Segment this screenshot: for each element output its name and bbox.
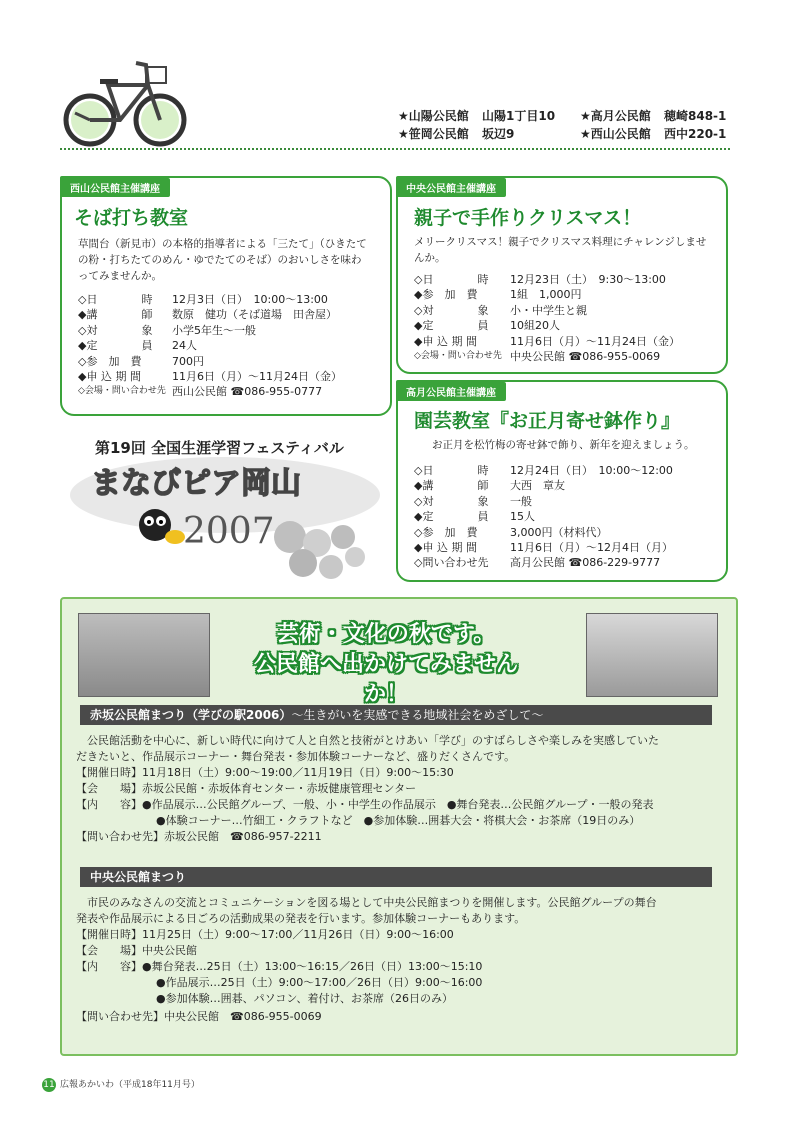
- info-value: 12月24日（日） 10:00～12:00: [510, 464, 673, 477]
- xmas-info: [414, 272, 714, 364]
- address-name: ★山陽公民館: [398, 109, 469, 123]
- address-value: 山陽1丁目10: [482, 109, 556, 123]
- info-row: [414, 272, 714, 287]
- culture-banner: [236, 620, 536, 710]
- chuo-intro-1: 市民のみなさんの交流とコミュニケーションを図る場として中央公民館まつりを開催します。公民館グループの舞台: [76, 896, 657, 909]
- engei-tag: 高月公民館主催講座: [396, 382, 506, 401]
- chuo-heading: 中央公民館まつり: [90, 870, 187, 884]
- info-row: [78, 338, 378, 353]
- banner-line-1: 芸術・文化の秋です。: [276, 622, 496, 647]
- info-row: [78, 384, 378, 399]
- akasaka-content-2: ●体験コーナー…竹細工・クラフトなど ●参加体験…囲碁大会・将棋大会・お茶席（19日のみ）: [156, 814, 641, 827]
- soba-desc: 草間台（新見市）の本格的指導者による「三たて」（ひきたての粉・打ちたてのめん・ゆでたてのそば）のおいしさを味わってみませんか。: [78, 238, 367, 282]
- info-row: [78, 369, 378, 384]
- info-row: [414, 334, 714, 349]
- info-value: 24人: [172, 339, 197, 353]
- chuo-heading-bar: [80, 867, 712, 887]
- info-label: ◇日 時: [414, 273, 489, 286]
- info-label: ◇対 象: [414, 494, 489, 508]
- soba-tag: 西山公民館主催講座: [60, 178, 170, 197]
- info-value: 12月23日（土） 9:30～13:00: [510, 273, 666, 286]
- info-row: [414, 303, 714, 318]
- info-label: ◇日 時: [414, 464, 489, 477]
- info-label: ◆講 師: [414, 479, 489, 493]
- info-row: [78, 323, 378, 338]
- footer: [42, 1077, 200, 1092]
- chuo-intro-2: 発表や作品展示による日ごろの活動成果の発表を行います。参加体験コーナーもあります。: [76, 912, 526, 925]
- address-name: ★西山公民館: [580, 127, 651, 141]
- page-number: 11: [43, 1080, 55, 1090]
- address-name: ★笹岡公民館: [398, 127, 469, 141]
- soba-title: そば打ち教室: [74, 207, 189, 229]
- info-value: 15人: [510, 510, 535, 524]
- info-row: [78, 354, 378, 369]
- chuo-content-2: ●作品展示…25日（土）9:00～17:00／26日（日）9:00～16:00: [156, 976, 483, 989]
- info-row: [414, 349, 714, 364]
- engei-title: 園芸教室『お正月寄せ鉢作り』: [414, 410, 681, 432]
- info-label: ◇対 象: [414, 303, 489, 317]
- engei-desc: お正月を松竹梅の寄せ鉢で飾り、新年を迎えましょう。: [432, 439, 695, 451]
- bicycle-illustration: [60, 55, 190, 150]
- info-row: [78, 292, 378, 307]
- akasaka-subheading: ～生きがいを実感できる地域社会をめざして～: [291, 708, 544, 722]
- info-label: ◆参 加 費: [414, 288, 478, 302]
- info-label: ◆申 込 期 間: [78, 369, 141, 383]
- photo-exhibition-right: [586, 613, 718, 697]
- akasaka-venue: 【会 場】赤坂公民館・赤坂体育センター・赤坂健康管理センター: [76, 782, 417, 795]
- festival-year: 2007: [183, 511, 275, 552]
- info-label: ◆定 員: [414, 510, 489, 524]
- akasaka-content-1: 【内 容】●作品展示…公民館グループ、一般、小・中学生の作品展示 ●舞台発表…公民館グループ・一般の発表: [76, 798, 654, 811]
- akasaka-heading: 赤坂公民館まつり（学びの駅2006）: [90, 708, 292, 722]
- info-row: [414, 555, 714, 570]
- info-row: [78, 307, 378, 322]
- info-label: ◆定 員: [78, 339, 153, 353]
- xmas-tag: 中央公民館主催講座: [396, 178, 506, 197]
- chuo-content-3: ●参加体験…囲碁、パソコン、着付け、お茶席（26日のみ）: [156, 992, 454, 1005]
- address-row-1: [398, 107, 728, 123]
- info-label: ◇参 加 費: [78, 354, 142, 368]
- info-row: [414, 540, 714, 555]
- info-row: [414, 318, 714, 333]
- info-label: ◇会場・問い合わせ先: [414, 350, 502, 361]
- info-label: ◇会場・問い合わせ先: [78, 386, 166, 397]
- info-value: 大西 章友: [510, 479, 565, 493]
- chuo-content-1: 【内 容】●舞台発表…25日（土）13:00～16:15／26日（日）13:00～15:10: [76, 960, 483, 973]
- banner-line-2: 公民館へ出かけてみませんか！: [253, 652, 518, 707]
- akasaka-contact: 【問い合わせ先】赤坂公民館 ☎086-957-2211: [76, 830, 322, 843]
- soba-info: [78, 292, 378, 400]
- info-label: ◇対 象: [78, 323, 153, 337]
- info-row: [414, 525, 714, 540]
- info-label: ◆申 込 期 間: [414, 540, 477, 554]
- xmas-title: 親子で手作りクリスマス！: [414, 207, 642, 229]
- footer-text: 広報あかいわ（平成18年11月号）: [60, 1080, 200, 1090]
- info-value: 700円: [172, 354, 204, 368]
- info-label: ◇参 加 費: [414, 525, 478, 539]
- info-value: 数原 健功（そば道場 田舎屋）: [172, 308, 337, 322]
- info-value: 小学5年生～一般: [172, 323, 256, 337]
- photo-exhibition-left: [78, 613, 210, 697]
- xmas-desc: メリークリスマス！親子でクリスマス料理にチャレンジしませんか。: [414, 236, 707, 264]
- chuo-date: 【開催日時】11月25日（土）9:00～17:00／11月26日（日）9:00～16:00: [76, 928, 454, 941]
- address-value: 穂崎848-1: [664, 109, 727, 123]
- info-value: 中央公民館 ☎086-955-0069: [510, 349, 661, 363]
- engei-info: [414, 463, 714, 571]
- info-value: 10組20人: [510, 319, 560, 333]
- info-value: 1組 1,000円: [510, 288, 582, 302]
- info-label: ◇日 時: [78, 293, 153, 306]
- info-label: ◇問い合わせ先: [414, 556, 489, 570]
- info-row: [414, 463, 714, 478]
- akasaka-intro-2: だきたいと、作品展示コーナー・舞台発表・参加体験コーナーなど、盛りだくさんです。: [76, 750, 516, 763]
- info-value: 11月6日（月）～12月4日（月）: [510, 540, 673, 554]
- info-value: 西山公民館 ☎086-955-0777: [172, 385, 323, 399]
- info-value: 一般: [510, 494, 532, 508]
- info-value: 3,000円（材料代）: [510, 525, 608, 539]
- address-row-2: [398, 125, 728, 141]
- chuo-venue: 【会 場】中央公民館: [76, 944, 197, 957]
- info-label: ◆申 込 期 間: [414, 334, 477, 348]
- address-value: 西中220-1: [664, 127, 727, 141]
- festival-line2: まなびピア岡山: [91, 466, 301, 501]
- festival-line1: 第19回 全国生涯学習フェスティバル: [95, 439, 344, 457]
- info-value: 11月6日（月）～11月24日（金）: [510, 334, 680, 348]
- divider: [60, 148, 730, 150]
- info-row: [414, 478, 714, 493]
- address-value: 坂辺9: [482, 127, 515, 141]
- address-name: ★高月公民館: [580, 109, 651, 123]
- info-value: 高月公民館 ☎086-229-9777: [510, 556, 661, 570]
- info-value: 12月3日（日） 10:00～13:00: [172, 293, 328, 306]
- info-value: 小・中学生と親: [510, 303, 587, 317]
- info-row: [414, 509, 714, 524]
- akasaka-intro-1: 公民館活動を中心に、新しい時代に向けて人と自然と技術がとけあい「学び」のすばらしさや楽しみを実感していた: [76, 734, 659, 747]
- festival-logo: [55, 425, 390, 585]
- akasaka-date: 【開催日時】11月18日（土）9:00～19:00／11月19日（日）9:00～15:30: [76, 766, 454, 779]
- info-row: [414, 494, 714, 509]
- info-value: 11月6日（月）～11月24日（金）: [172, 369, 342, 383]
- chuo-contact: 【問い合わせ先】中央公民館 ☎086-955-0069: [76, 1010, 322, 1023]
- info-label: ◆定 員: [414, 319, 489, 333]
- info-row: [414, 287, 714, 302]
- info-label: ◆講 師: [78, 308, 153, 322]
